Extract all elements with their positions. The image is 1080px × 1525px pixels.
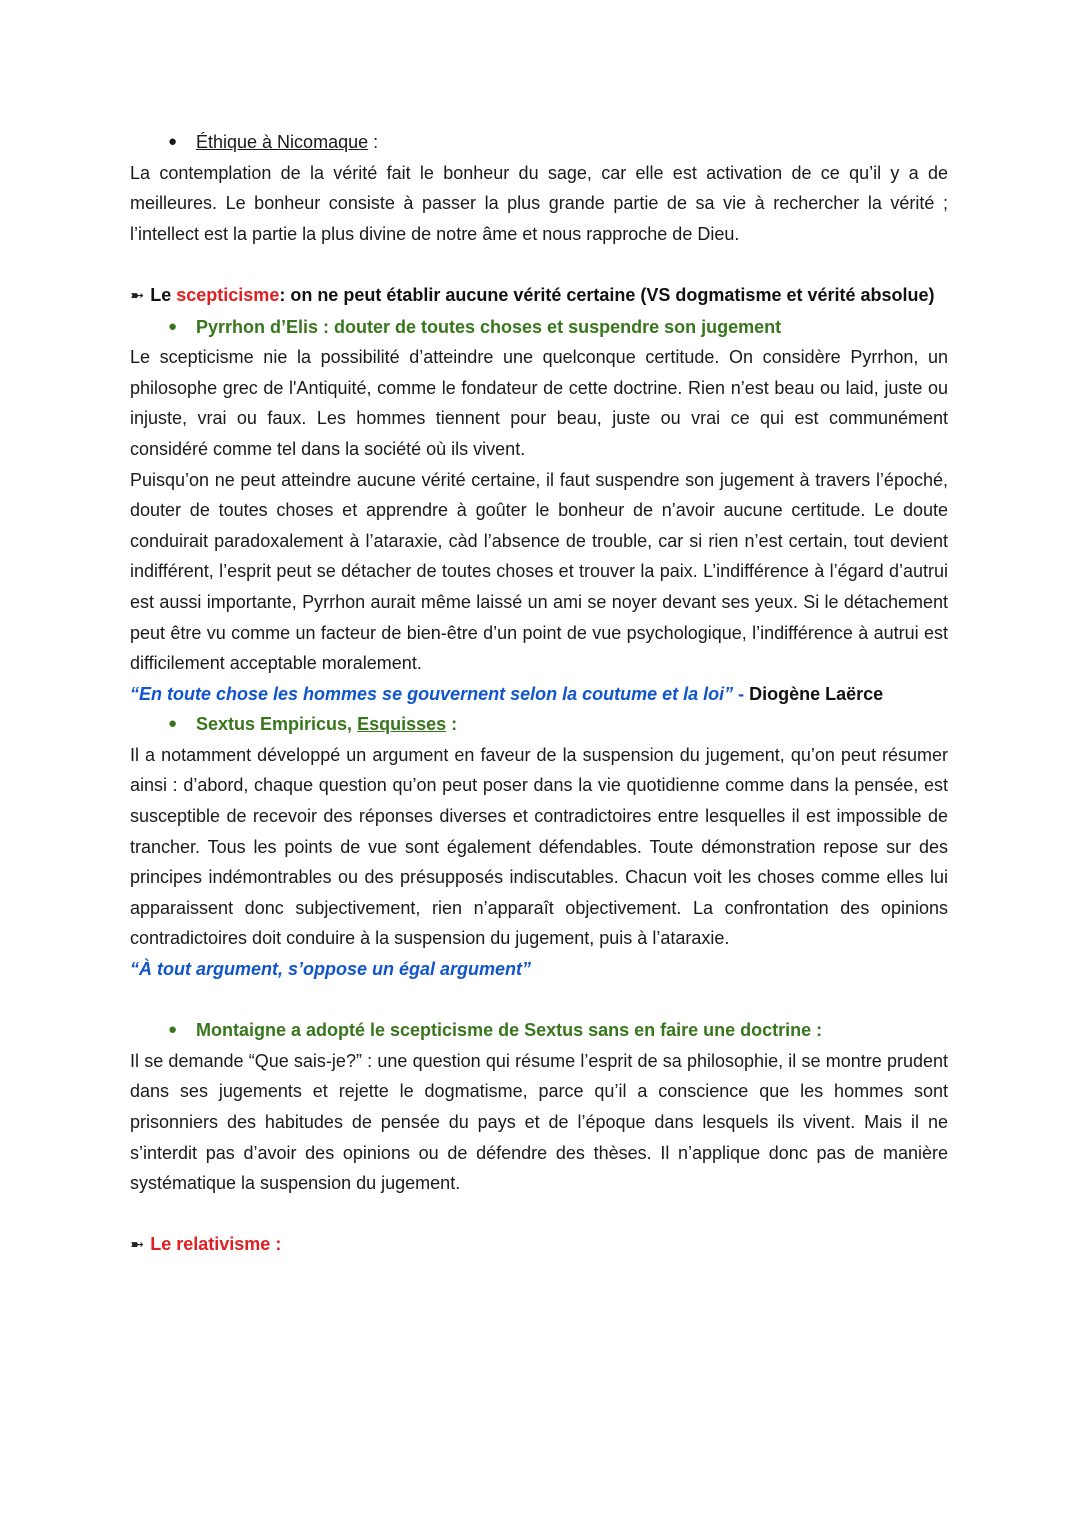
bullet-icon: ●: [168, 715, 178, 733]
bullet-icon: ●: [168, 133, 178, 150]
sextus-heading: [130, 709, 948, 740]
sextus-paragraph: Il a notamment développé un argument en faveur de la suspension du jugement, qu’on peut résumer ainsi : d’abord, chaque question qu’on peut poser dans la vie quotidienne comme dans la pensée, est susceptible de recevoir des réponses diverses et contradictoires entre lesquelles il est impossible de trancher. Tous les points de vue sont également défendables. Toute démonstration repose sur des principes indémontrables ou des présupposés indiscutables. Chacun voit les choses comme elles lui apparaissent donc subjectivement, rien n’apparaît objectivement. La confrontation des opinions contradictoires doit conduire à la suspension du jugement, puis à l’ataraxie.: [130, 744, 948, 949]
montaigne-heading-text: Montaigne a adopté le scepticisme de Sextus sans en faire une doctrine :: [196, 1020, 823, 1041]
sextus-heading-suffix: :: [446, 714, 458, 735]
sextus-heading-text: Sextus Empiricus,: [196, 714, 358, 735]
scepticisme-prefix: Le: [150, 284, 177, 305]
scepticisme-keyword: scepticisme: [176, 284, 280, 305]
quote-separator: -: [733, 683, 750, 704]
arrow-icon: ➼: [130, 285, 145, 305]
pyrrhon-paragraph-2: Puisqu’on ne peut atteindre aucune vérité certaine, il faut suspendre son jugement à travers l’époché, douter de toutes choses et apprendre à goûter le bonheur de n’avoir aucune certitude. Le doute conduirait paradoxalement à l’ataraxie, càd l’absence de trouble, car si rien n’est certain, tout devient indifférent, l’esprit peut se détacher de toutes choses et trouver la paix. L’indifférence à l’égard d’autrui est aussi importante, Pyrrhon aurait même laissé un ami se noyer devant ses yeux. Si le détachement peut être vu comme un facteur de bien-être d’un point de vue psychologique, l’indifférence à autrui est difficilement acceptable moralement.: [130, 469, 948, 674]
ethique-title: Éthique à Nicomaque: [196, 132, 369, 152]
arrow-icon: ➼: [130, 1235, 145, 1255]
pyrrhon-paragraph-1: Le scepticisme nie la possibilité d’atteindre une quelconque certitude. On considère Pyrrhon, un philosophe grec de l'Antiquité, comme le fondateur de cette doctrine. Rien n’est beau ou laid, juste ou injuste, vrai ou faux. Les hommes tiennent pour beau, juste ou vrai ce qui est communément considéré comme tel dans la société où ils vivent.: [130, 347, 948, 459]
pyrrhon-heading-text: Pyrrhon d’Elis : douter de toutes choses et suspendre son jugement: [196, 316, 782, 337]
document-page: [130, 127, 948, 1261]
relativisme-heading-text: Le relativisme :: [150, 1234, 282, 1255]
pyrrhon-quote: [130, 679, 948, 710]
pyrrhon-quote-text: “En toute chose les hommes se gouvernent selon la coutume et la loi”: [130, 683, 734, 704]
sextus-quote: [130, 954, 948, 985]
scepticisme-definition: : on ne peut établir aucune vérité certaine (VS dogmatisme et vérité absolue): [279, 284, 935, 305]
sextus-heading-link: Esquisses: [357, 714, 447, 735]
montaigne-heading: [130, 1015, 948, 1046]
bullet-icon: ●: [168, 317, 178, 335]
bullet-icon: ●: [168, 1021, 178, 1039]
sextus-quote-text: “À tout argument, s’oppose un égal argument”: [130, 959, 532, 980]
scepticisme-heading: [130, 280, 948, 312]
quote-author: Diogène Laërce: [749, 683, 884, 704]
ethique-heading: [130, 127, 948, 158]
relativisme-heading: [130, 1229, 948, 1261]
pyrrhon-heading: [130, 312, 948, 343]
ethique-paragraph: La contemplation de la vérité fait le bonheur du sage, car elle est activation de ce qu’il y a de meilleures. Le bonheur consiste à passer la plus grande partie de sa vie à rechercher la vérité ; l’intellect est la partie la plus divine de notre âme et nous rapproche de Dieu.: [130, 162, 948, 244]
montaigne-paragraph: Il se demande “Que sais-je?” : une question qui résume l’esprit de sa philosophie, il se montre prudent dans ses jugements et rejette le dogmatisme, parce qu’il a conscience que les hommes sont prisonniers des habitudes de pensée du pays et de l’époque dans lesquels ils vivent. Mais il ne s’interdit pas d’avoir des opinions ou de défendre des thèses. Il n’applique donc pas de manière systématique la suspension du jugement.: [130, 1050, 948, 1194]
ethique-title-suffix: :: [368, 132, 379, 152]
